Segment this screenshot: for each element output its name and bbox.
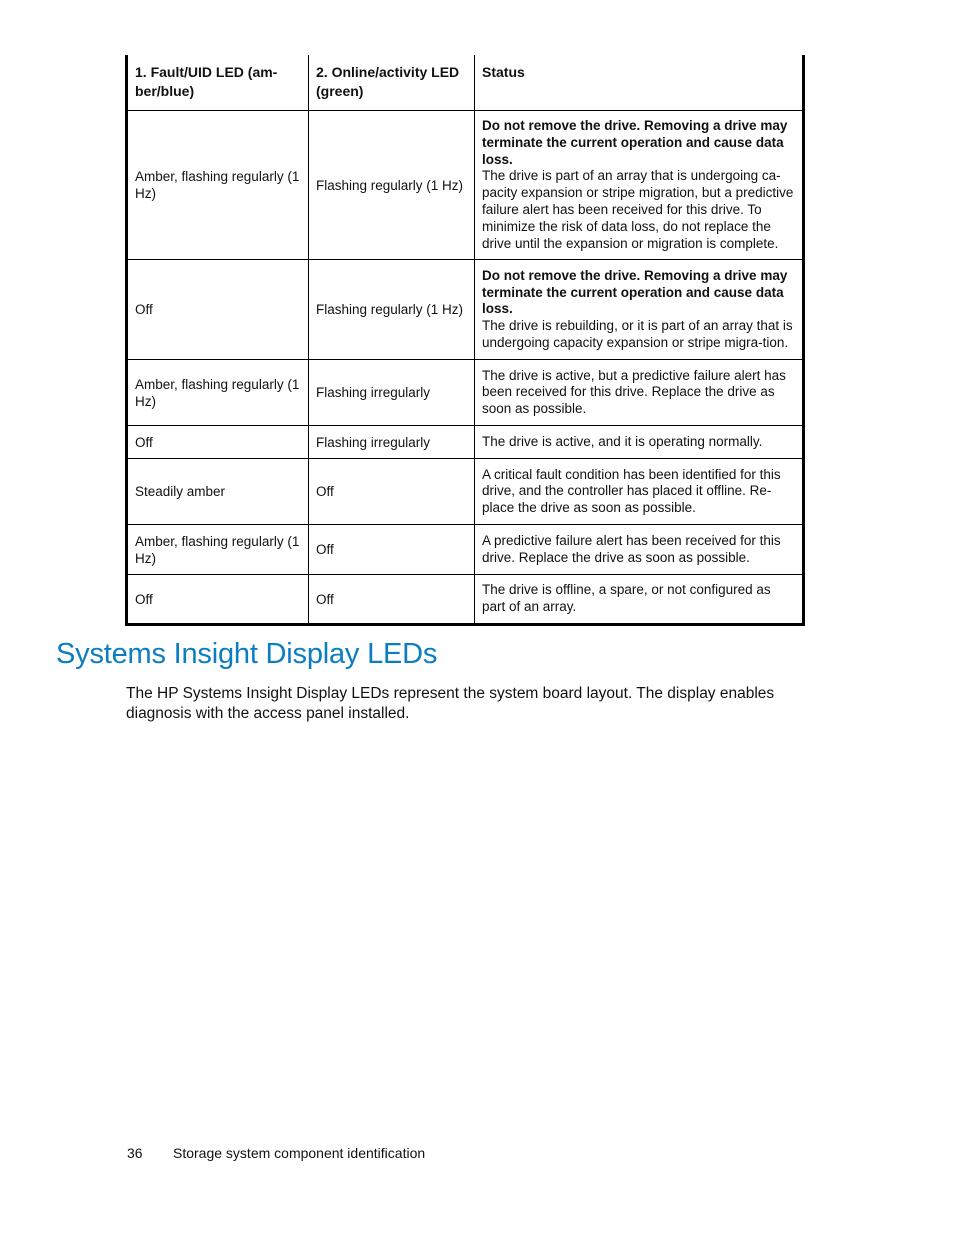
cell-online: Flashing regularly (1 Hz) xyxy=(309,260,475,360)
header-status: Status xyxy=(475,55,804,111)
cell-fault: Off xyxy=(127,575,309,625)
table-row xyxy=(127,525,804,575)
chapter-title: Storage system component identification xyxy=(173,1145,426,1161)
table-row xyxy=(127,459,804,525)
page-number: 36 xyxy=(127,1145,143,1161)
cell-status: The drive is active, and it is operating normally. xyxy=(475,426,804,459)
cell-status: The drive is active, but a predictive failure alert has been received for this drive. Replace the drive as soon as possible. xyxy=(475,360,804,426)
cell-online: Off xyxy=(309,459,475,525)
cell-fault: Steadily amber xyxy=(127,459,309,525)
cell-online: Off xyxy=(309,525,475,575)
table-row xyxy=(127,111,804,260)
cell-online: Flashing regularly (1 Hz) xyxy=(309,111,475,260)
page-footer xyxy=(127,1145,425,1161)
header-online-led: 2. Online/activity LED (green) xyxy=(309,55,475,111)
status-warning: Do not remove the drive. Removing a drive may terminate the current operation and cause data loss. xyxy=(482,118,788,167)
cell-fault: Amber, flashing regularly (1 Hz) xyxy=(127,111,309,260)
status-text: The drive is part of an array that is undergoing ca-pacity expansion or stripe migration, but a predictive failure alert has been received for this drive. To minimize the risk of data loss, do not replace the drive until the expansion or migration is complete. xyxy=(482,168,794,251)
table-row xyxy=(127,575,804,625)
cell-online: Flashing irregularly xyxy=(309,360,475,426)
table-header-row xyxy=(127,55,804,111)
header-fault-led: 1. Fault/UID LED (am-ber/blue) xyxy=(127,55,309,111)
cell-fault: Off xyxy=(127,260,309,360)
section-body: The HP Systems Insight Display LEDs represent the system board layout. The display enables diagnosis with the access panel installed. xyxy=(126,685,775,722)
status-text: The drive is rebuilding, or it is part of an array that is undergoing capacity expansion or stripe migra-tion. xyxy=(482,318,793,351)
cell-status: The drive is offline, a spare, or not configured as part of an array. xyxy=(475,575,804,625)
cell-fault: Amber, flashing regularly (1 Hz) xyxy=(127,360,309,426)
cell-online: Flashing irregularly xyxy=(309,426,475,459)
table-row xyxy=(127,360,804,426)
cell-online: Off xyxy=(309,575,475,625)
cell-fault: Off xyxy=(127,426,309,459)
status-warning: Do not remove the drive. Removing a drive may terminate the current operation and cause data loss. xyxy=(482,267,788,317)
cell-status: A critical fault condition has been identified for this drive, and the controller has placed it offline. Re-place the drive as soon as possible. xyxy=(475,459,804,525)
cell-fault: Amber, flashing regularly (1 Hz) xyxy=(127,525,309,575)
table-row xyxy=(127,260,804,360)
section-title: Systems Insight Display LEDs xyxy=(56,638,438,670)
cell-status xyxy=(475,111,804,260)
cell-status: A predictive failure alert has been received for this drive. Replace the drive as soon as possible. xyxy=(475,525,804,575)
led-status-table xyxy=(125,55,805,626)
cell-status xyxy=(475,260,804,360)
table-row xyxy=(127,426,804,459)
